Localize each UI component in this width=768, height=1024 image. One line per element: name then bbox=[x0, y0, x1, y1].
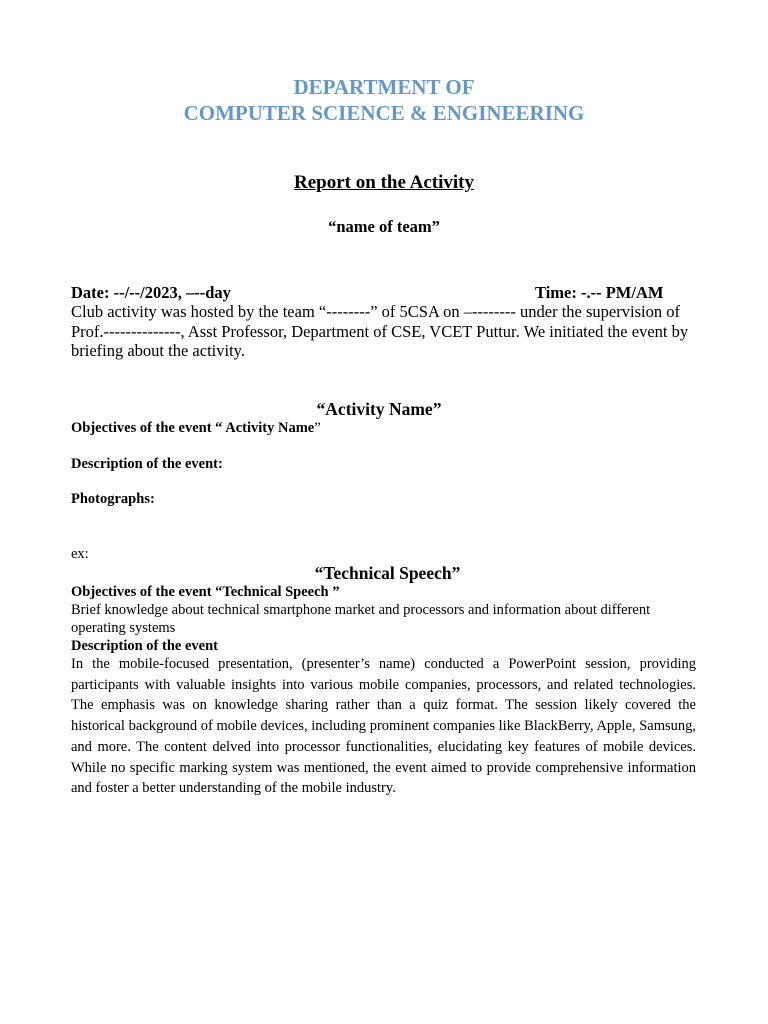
activity-name-heading: “Activity Name” bbox=[316, 399, 442, 419]
photographs-label: Photographs: bbox=[71, 491, 155, 507]
objectives-label bbox=[71, 419, 321, 437]
objectives-label-close-quote: ” bbox=[314, 420, 321, 436]
department-title-line2: COMPUTER SCIENCE & ENGINEERING bbox=[183, 101, 585, 125]
example-objectives-text: Brief knowledge about technical smartphone market and processors and information about different operating systems bbox=[71, 602, 651, 636]
department-title-line1: DEPARTMENT OF bbox=[293, 75, 475, 99]
example-objectives-label: Objectives of the event “Technical Speech ” bbox=[71, 584, 340, 600]
report-title: Report on the Activity bbox=[294, 172, 474, 193]
example-activity-heading: “Technical Speech” bbox=[314, 563, 461, 583]
event-time: Time: -.-- PM/AM bbox=[535, 283, 664, 302]
objectives-label-text: Objectives of the event “ Activity Name bbox=[71, 420, 315, 436]
intro-paragraph: Club activity was hosted by the team “--------” of 5CSA on –-------- under the supervision of Prof.--------------, Asst Professor, Department of CSE, VCET Puttur. We initiated the event by briefing about the activity. bbox=[71, 302, 689, 360]
description-label: Description of the event: bbox=[71, 456, 223, 472]
team-name: “name of team” bbox=[328, 217, 440, 236]
event-date: Date: --/--/2023, –--day bbox=[71, 283, 231, 302]
example-label: ex: bbox=[71, 546, 89, 562]
example-description-text: In the mobile-focused presentation, (presenter’s name) conducted a PowerPoint session, providing participants with valuable insights into various mobile companies, processors, and related technologies. The emphasis was on knowledge sharing rather than a quiz format. The session likely covered the historical background of mobile devices, including prominent companies like BlackBerry, Apple, Samsung, and more. The content delved into processor functionalities, elucidating key features of mobile devices. While no specific marking system was mentioned, the event aimed to provide comprehensive information and foster a better understanding of the mobile industry. bbox=[71, 656, 696, 797]
example-description-label: Description of the event bbox=[71, 638, 218, 654]
